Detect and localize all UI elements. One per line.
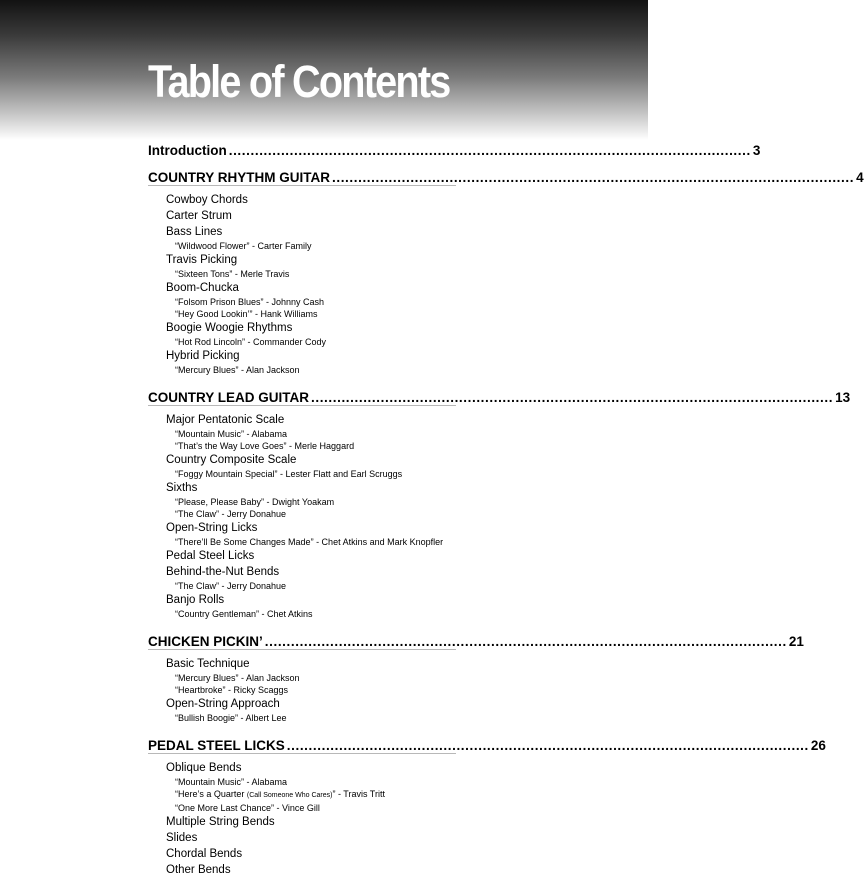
toc-section bbox=[148, 142, 761, 160]
song-title-part: “Here’s a Quarter bbox=[175, 789, 247, 799]
section-title: Introduction bbox=[148, 143, 227, 158]
section-page-number: 13 bbox=[835, 390, 851, 405]
toc-song: “Bullish Boogie” - Albert Lee bbox=[175, 713, 287, 723]
toc-song: “Country Gentleman” - Chet Atkins bbox=[175, 609, 313, 619]
toc-section bbox=[148, 633, 804, 724]
section-page-number: 21 bbox=[788, 634, 804, 649]
toc-topic[interactable]: Bass Lines bbox=[166, 226, 223, 238]
dot-leader: ........................................................................................................................ bbox=[332, 170, 855, 185]
toc-topic[interactable]: Sixths bbox=[166, 482, 198, 494]
toc-song: “Mercury Blues” - Alan Jackson bbox=[175, 673, 300, 683]
toc-song: “Mountain Music” - Alabama bbox=[175, 429, 288, 439]
dot-leader: ........................................................................................................................ bbox=[264, 634, 787, 649]
toc-topic[interactable]: Banjo Rolls bbox=[166, 594, 225, 606]
toc-song: “Hey Good Lookin’” - Hank Williams bbox=[175, 309, 318, 319]
toc-topic[interactable]: Multiple String Bends bbox=[166, 816, 275, 828]
dot-leader: ........................................................................................................................ bbox=[286, 738, 809, 753]
section-title: PEDAL STEEL LICKS bbox=[148, 738, 285, 753]
song-subtitle: (Call Someone Who Cares) bbox=[246, 792, 333, 799]
toc-song: “That’s the Way Love Goes” - Merle Haggard bbox=[175, 441, 355, 451]
toc-song: “One More Last Chance” - Vince Gill bbox=[175, 803, 320, 813]
toc-topic[interactable]: Basic Technique bbox=[166, 658, 250, 670]
toc-topic[interactable]: Chordal Bends bbox=[166, 848, 243, 860]
song-artist-part: ” - Travis Tritt bbox=[332, 789, 385, 799]
toc-song: “Foggy Mountain Special” - Lester Flatt and Earl Scruggs bbox=[175, 469, 403, 479]
toc-song: “The Claw” - Jerry Donahue bbox=[175, 581, 287, 591]
toc-song: “Heartbroke” - Ricky Scaggs bbox=[175, 685, 289, 695]
toc-topic[interactable]: Travis Picking bbox=[166, 254, 238, 266]
toc-topic[interactable]: Behind-the-Nut Bends bbox=[166, 566, 280, 578]
section-page-number: 4 bbox=[856, 170, 864, 185]
toc-topic[interactable]: Boom-Chucka bbox=[166, 282, 239, 294]
dot-leader: ........................................................................................................................ bbox=[228, 143, 751, 158]
toc-topic[interactable]: Boogie Woogie Rhythms bbox=[166, 322, 293, 334]
section-heading[interactable] bbox=[148, 169, 864, 187]
toc-topic[interactable]: Other Bends bbox=[166, 864, 231, 876]
section-page-number: 26 bbox=[810, 738, 826, 753]
table-of-contents bbox=[148, 142, 864, 891]
toc-topic[interactable]: Country Composite Scale bbox=[166, 454, 297, 466]
page-title: Table of Contents bbox=[148, 56, 450, 107]
toc-song: “Wildwood Flower” - Carter Family bbox=[175, 241, 312, 251]
toc-song: “Mountain Music” - Alabama bbox=[175, 777, 288, 787]
toc-topic[interactable]: Hybrid Picking bbox=[166, 350, 240, 362]
toc-song: “Mercury Blues” - Alan Jackson bbox=[175, 365, 300, 375]
toc-topic[interactable]: Slides bbox=[166, 832, 198, 844]
toc-topic[interactable]: Pedal Steel Licks bbox=[166, 550, 255, 562]
toc-topic[interactable]: Open-String Approach bbox=[166, 698, 280, 710]
section-page-number: 3 bbox=[752, 143, 761, 158]
toc-section bbox=[148, 389, 851, 620]
section-title: COUNTRY RHYTHM GUITAR bbox=[148, 170, 330, 185]
toc-song: “There’ll Be Some Changes Made” - Chet Atkins and Mark Knopfler bbox=[175, 537, 444, 547]
toc-section bbox=[148, 169, 864, 376]
section-heading[interactable] bbox=[148, 389, 851, 407]
section-title: CHICKEN PICKIN’ bbox=[148, 634, 263, 649]
toc-topic[interactable]: Oblique Bends bbox=[166, 762, 242, 774]
toc-song: “Sixteen Tons” - Merle Travis bbox=[175, 269, 290, 279]
dot-leader: ........................................................................................................................ bbox=[311, 390, 834, 405]
toc-song: “Please, Please Baby” - Dwight Yoakam bbox=[175, 497, 335, 507]
toc-song bbox=[175, 788, 456, 802]
toc-section bbox=[148, 737, 826, 878]
toc-song: “Hot Rod Lincoln” - Commander Cody bbox=[175, 337, 327, 347]
toc-topic[interactable]: Major Pentatonic Scale bbox=[166, 414, 285, 426]
toc-song: “The Claw” - Jerry Donahue bbox=[175, 509, 287, 519]
toc-topic[interactable]: Carter Strum bbox=[166, 210, 232, 222]
section-heading[interactable] bbox=[148, 142, 761, 160]
section-heading[interactable] bbox=[148, 633, 804, 651]
toc-topic[interactable]: Open-String Licks bbox=[166, 522, 258, 534]
toc-topic[interactable]: Cowboy Chords bbox=[166, 194, 248, 206]
section-heading[interactable] bbox=[148, 737, 826, 755]
section-title: COUNTRY LEAD GUITAR bbox=[148, 390, 309, 405]
title-banner bbox=[0, 0, 648, 140]
toc-song: “Folsom Prison Blues” - Johnny Cash bbox=[175, 297, 325, 307]
